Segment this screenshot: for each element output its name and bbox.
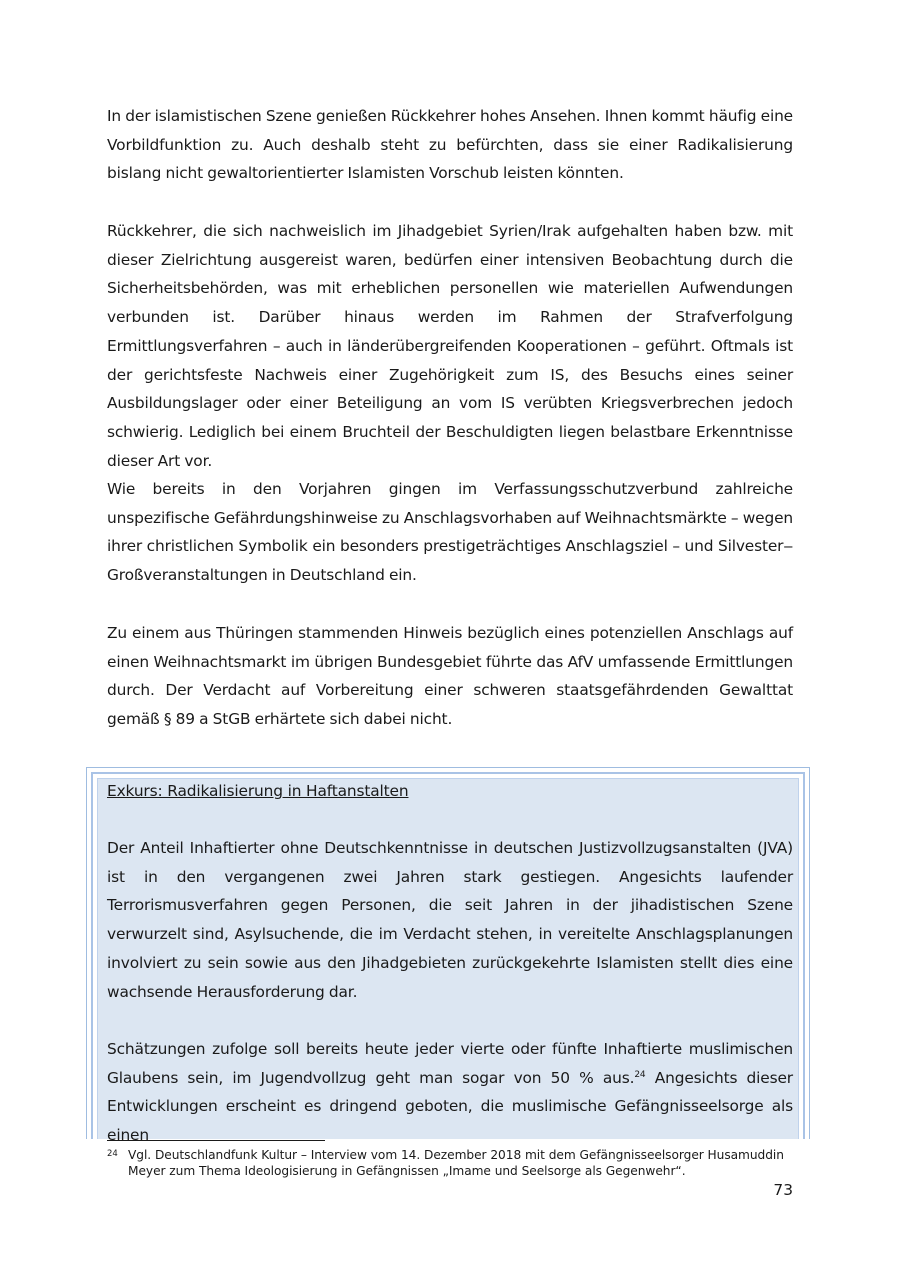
footnote-reference[interactable]: 24 [634, 1069, 646, 1080]
footnote-text: Vgl. Deutschlandfunk Kultur – Interview vom 14. Dezember 2018 mit dem Gefängnisseelsorger Husamuddin Meyer zum Thema Ideologisierung in Gefängnissen „Imame und Seelsorge als Gegenwehr“. [128, 1148, 784, 1178]
body-paragraph: Rückkehrer, die sich nachweislich im Jihadgebiet Syrien/Irak aufgehalten haben bzw. mit dieser Zielrichtung ausgereist waren, bedürfen einer intensiven Beobachtung durch die Sicherheitsbehörden, was mit erheblichen personellen wie materiellen Aufwendungen verbunden ist. Darüber hinaus werden im Rahmen der Strafverfolgung Ermittlungsverfahren – auch in länderübergreifenden Kooperationen – geführt. Oftmals ist der gerichtsfeste Nachweis einer Zugehörigkeit zum IS, des Besuchs eines seiner Ausbildungslager oder einer Beteiligung an vom IS verübten Kriegsverbrechen jedoch schwierig. Lediglich bei einem Bruchteil der Beschuldigten liegen belastbare Erkenntnisse dieser Art vor. [107, 222, 793, 470]
body-paragraph: Zu einem aus Thüringen stammenden Hinweis bezüglich eines potenziellen Anschlags auf einen Weihnachtsmarkt im übrigen Bundesgebiet führte das AfV umfassende Ermittlungen durch. Der Verdacht auf Vorbereitung einer schweren staatsgefährdenden Gewalttat gemäß § 89 a StGB erhärtete sich dabei nicht. [107, 624, 793, 729]
excursus-paragraph: Der Anteil Inhaftierter ohne Deutschkenntnisse in deutschen Justizvollzugsanstalten (JVA) ist in den vergangenen zwei Jahren stark gestiegen. Angesichts laufender Terrorismusverfahren gegen Personen, die seit Jahren in der jihadistischen Szene verwurzelt sind, Asylsuchende, die im Verdacht stehen, in vereitelte Anschlagsplanungen involviert zu sein sowie aus den Jihadgebieten zurückgekehrte Islamisten stellt dies eine wachsende Herausforderung dar. [107, 839, 793, 1001]
excursus-text: Schätzungen zufolge soll bereits heute jeder vierte oder fünfte Inhaftierte muslimischen Glaubens sein, im Jugendvollzug geht man sogar von 50 % aus. [107, 1040, 793, 1087]
body-paragraph: In der islamistischen Szene genießen Rückkehrer hohes Ansehen. Ihnen kommt häufig eine Vorbildfunktion zu. Auch deshalb steht zu befürchten, dass sie einer Radikalisierung bislang nicht gewaltorientierter Islamisten Vorschub leisten könnten. [107, 107, 793, 183]
footnote-number: 24 [107, 1149, 118, 1159]
excursus-paragraph [107, 1035, 793, 1150]
excursus-text: Angesichts dieser Entwicklungen erscheint es dringend geboten, die muslimische Gefängnisseelsorge als einen [107, 1068, 793, 1145]
excursus-heading: Exkurs: Radikalisierung in Haftanstalten [107, 782, 409, 800]
footnote [107, 1148, 793, 1179]
page-number: 73 [773, 1181, 793, 1199]
body-paragraph: Wie bereits in den Vorjahren gingen im Verfassungsschutzverbund zahlreiche unspezifische Gefährdungshinweise zu Anschlagsvorhaben auf Weihnachtsmärkte – wegen ihrer christlichen Symbolik ein besonders prestigeträchtiges Anschlagsziel – und Silvester‒Großveranstaltungen in Deutschland ein. [107, 480, 793, 585]
